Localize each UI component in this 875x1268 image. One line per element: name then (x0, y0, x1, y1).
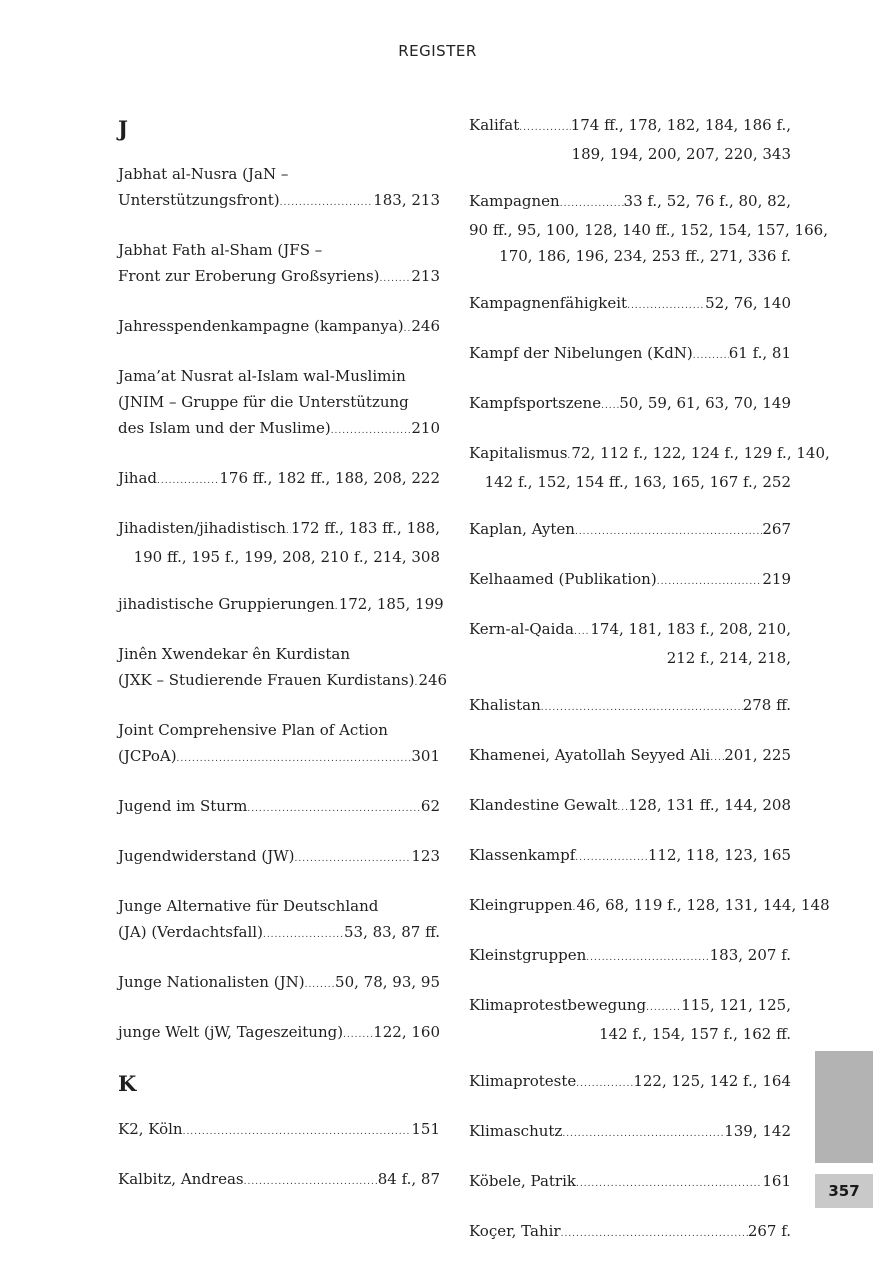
entry-term: Kleinstgruppen (469, 946, 587, 964)
index-entry (118, 515, 440, 570)
entry-term-line: Jinên Xwendekar ên Kurdistan (118, 645, 351, 663)
entry-pages: 174, 181, 183 f., 208, 210, (590, 620, 791, 638)
entry-pages: 301 (411, 747, 440, 765)
index-entry (118, 465, 440, 494)
index-entry (118, 1166, 440, 1195)
entry-pages: 50, 59, 61, 63, 70, 149 (619, 394, 791, 412)
entry-term-line: Jabhat Fath al-Sham (JFS – (118, 241, 323, 259)
index-entry (469, 942, 791, 971)
entry-pages: 213 (411, 267, 440, 285)
entry-pages: 183, 213 (373, 191, 440, 209)
entry-term: Kampagnen (469, 192, 560, 210)
entry-pages: 161 (762, 1172, 791, 1190)
index-entry (118, 793, 440, 822)
entry-term: Jugendwiderstand (JW) (118, 847, 295, 865)
dot-leader (541, 695, 743, 721)
dot-leader (177, 746, 412, 772)
index-entry (469, 1118, 791, 1147)
dot-leader (183, 1119, 412, 1145)
entry-main-line (469, 616, 791, 645)
entry-main-line (469, 112, 791, 141)
index-entry (469, 892, 830, 921)
entry-term: Kalbitz, Andreas (118, 1170, 244, 1188)
index-entry (118, 161, 440, 216)
entry-term: Klandestine Gewalt (469, 796, 618, 814)
entry-main-line (469, 1068, 791, 1097)
entry-term: Klimaproteste (469, 1072, 577, 1090)
entry-main-line (118, 843, 440, 872)
entry-main-line (118, 919, 440, 948)
entry-pages: 176 ff., 182 ff., 188, 208, 222 (219, 469, 440, 487)
entry-term: jihadistische Gruppierungen (118, 595, 335, 613)
entry-pages: 84 f., 87 (377, 1170, 440, 1188)
entry-term: Jihad (118, 469, 158, 487)
entry-main-line (118, 313, 440, 342)
entry-pages: 267 (762, 520, 791, 538)
entry-pages-continued: 190 ff., 195 f., 199, 208, 210 f., 214, 308 (133, 548, 440, 566)
dot-leader (617, 795, 628, 821)
index-entry (118, 893, 440, 948)
entry-term: (JXK – Studierende Frauen Kurdistans) (118, 671, 415, 689)
entry-term: Jahresspendenkampagne (kampanya) (118, 317, 404, 335)
entry-term: Koçer, Tahir (469, 1222, 561, 1240)
entry-term-line: Joint Comprehensive Plan of Action (118, 721, 388, 739)
index-entry (469, 742, 791, 771)
entry-pages: 115, 121, 125, (681, 996, 791, 1014)
entry-term-line: Jama’at Nusrat al-Islam wal-Muslimin (118, 367, 406, 385)
entry-pages: 72, 112 f., 122, 124 f., 129 f., 140, (571, 444, 830, 462)
index-entry (118, 1116, 440, 1145)
entry-term: Kaplan, Ayten (469, 520, 575, 538)
dot-leader (157, 468, 219, 494)
index-entry (469, 566, 791, 595)
index-entry (469, 340, 791, 369)
entry-pages: 267 f. (747, 1222, 791, 1240)
entry-main-line (118, 969, 440, 998)
entry-term: Unterstützungsfront) (118, 191, 280, 209)
entry-pages: 139, 142 (724, 1122, 791, 1140)
entry-term: Khalistan (469, 696, 541, 714)
entry-term: Khamenei, Ayatollah Seyyed Ali (469, 746, 711, 764)
entry-main-line (118, 743, 440, 772)
entry-term: (JCPoA) (118, 747, 177, 765)
dot-leader (560, 191, 624, 217)
index-entry (469, 440, 830, 495)
index-entry (118, 237, 440, 292)
index-entry (469, 842, 791, 871)
entry-term: Kapitalismus (469, 444, 568, 462)
dot-leader (576, 1071, 633, 1097)
entry-main-line (469, 340, 791, 369)
entry-pages: 52, 76, 140 (705, 294, 791, 312)
entry-pages-continued: 212 f., 214, 218, (666, 649, 791, 667)
entry-main-line (469, 440, 830, 469)
entries-j (118, 161, 448, 1048)
entry-main-line (469, 792, 791, 821)
index-entry (118, 843, 440, 872)
entry-term: Front zur Eroberung Großsyriens) (118, 267, 380, 285)
entry-main-line (118, 187, 440, 216)
entry-main-line (469, 390, 791, 419)
section-letter-j: J (118, 116, 128, 141)
dot-leader (247, 796, 421, 822)
index-entry (469, 1068, 791, 1097)
index-entry (469, 1168, 791, 1197)
index-entry (118, 591, 444, 620)
entry-main-line (469, 566, 791, 595)
entry-term: Klimaschutz (469, 1122, 563, 1140)
entry-term: Kampagnenfähigkeit (469, 294, 628, 312)
entry-main-line (118, 591, 444, 620)
dot-leader (586, 945, 709, 971)
entry-pages-continued: 170, 186, 196, 234, 253 ff., 271, 336 f. (499, 247, 791, 265)
entry-term: Kampf der Nibelungen (KdN) (469, 344, 693, 362)
entry-pages: 122, 160 (373, 1023, 440, 1041)
entry-pages: 46, 68, 119 f., 128, 131, 144, 148 (576, 896, 830, 914)
index-entry (118, 313, 440, 342)
dot-leader (331, 418, 412, 444)
dot-leader (646, 995, 681, 1021)
dot-leader (295, 846, 412, 872)
dot-leader (562, 1121, 724, 1147)
entry-term: Klimaprotestbewegung (469, 996, 647, 1014)
entry-pages: 61 f., 81 (728, 344, 791, 362)
dot-leader (380, 266, 412, 292)
entry-term: Jihadisten/jihadistisch (118, 519, 286, 537)
index-entry (469, 516, 791, 545)
entry-term: K2, Köln (118, 1120, 183, 1138)
entry-main-line (469, 516, 791, 545)
entry-pages: 172, 185, 199 (338, 595, 444, 613)
entry-pages: 174 ff., 178, 182, 184, 186 f., (570, 116, 791, 134)
dot-leader (710, 745, 724, 771)
entry-pages: 183, 207 f. (709, 946, 791, 964)
entry-main-line (118, 515, 440, 544)
entry-pages-continued: 142 f., 152, 154 ff., 163, 165, 167 f., 252 (484, 473, 791, 491)
entry-main-line (469, 188, 791, 217)
index-entry (118, 363, 440, 444)
entries-k (118, 1116, 440, 1195)
dot-leader (657, 569, 763, 595)
entry-term: des Islam und der Muslime) (118, 419, 331, 437)
index-entry (469, 1218, 791, 1247)
entry-term: Klassenkampf (469, 846, 576, 864)
running-head: REGISTER (398, 42, 477, 60)
entry-term: Kleingruppen (469, 896, 573, 914)
index-entry (469, 616, 791, 671)
index-entry (469, 692, 791, 721)
index-entry (469, 992, 791, 1047)
index-entry (469, 290, 791, 319)
entry-main-line (469, 290, 791, 319)
entry-main-line (469, 1218, 791, 1247)
entry-main-line (118, 1116, 440, 1145)
page-number: 357 (815, 1174, 873, 1208)
entry-main-line (469, 992, 791, 1021)
entry-term: Kalifat (469, 116, 520, 134)
entry-pages: 53, 83, 87 ff. (344, 923, 440, 941)
entry-main-line (118, 793, 440, 822)
entry-pages: 172 ff., 183 ff., 188, (290, 519, 440, 537)
dot-leader (627, 293, 705, 319)
entry-pages-continued: 189, 194, 200, 207, 220, 343 (571, 145, 791, 163)
entry-pages: 112, 118, 123, 165 (647, 846, 791, 864)
entry-term-line: Jabhat al-Nusra (JaN – (118, 165, 289, 183)
entry-term: (JA) (Verdachtsfall) (118, 923, 263, 941)
index-column-left (118, 112, 448, 1216)
index-entry (469, 188, 828, 269)
dot-leader (305, 972, 335, 998)
thumb-index-tab (815, 1051, 873, 1163)
entry-pages: 122, 125, 142 f., 164 (633, 1072, 791, 1090)
dot-leader (601, 393, 619, 419)
entry-pages: 151 (411, 1120, 440, 1138)
entry-pages: 219 (762, 570, 791, 588)
entry-pages: 50, 78, 93, 95 (335, 973, 440, 991)
entry-term: Kelhaamed (Publikation) (469, 570, 657, 588)
entry-main-line (118, 1019, 440, 1048)
entry-term: Kampfsportszene (469, 394, 602, 412)
entry-term-line: (JNIM – Gruppe für die Unterstützung (118, 393, 409, 411)
entry-main-line (469, 842, 791, 871)
dot-leader (404, 316, 412, 342)
entry-term-line: Junge Alternative für Deutschland (118, 897, 379, 915)
dot-leader (575, 519, 762, 545)
entry-main-line (118, 667, 448, 696)
entry-pages: 246 (418, 671, 448, 689)
entry-pages: 201, 225 (724, 746, 791, 764)
entry-term: Junge Nationalisten (JN) (118, 973, 305, 991)
dot-leader (693, 343, 729, 369)
entry-main-line (469, 1168, 791, 1197)
entry-pages: 33 f., 52, 76 f., 80, 82, (623, 192, 791, 210)
entry-pages: 62 (420, 797, 440, 815)
entry-term: Jugend im Sturm (118, 797, 248, 815)
index-entry (118, 1019, 440, 1048)
dot-leader (576, 1171, 762, 1197)
entry-main-line (118, 415, 440, 444)
index-entry (469, 390, 791, 419)
dot-leader (575, 845, 648, 871)
dot-leader (343, 1022, 373, 1048)
entry-pages: 210 (411, 419, 440, 437)
entry-pages: 278 ff. (742, 696, 791, 714)
dot-leader (574, 619, 590, 645)
index-column-right (469, 112, 830, 1268)
entry-main-line (469, 742, 791, 771)
entry-pages: 123 (411, 847, 440, 865)
entry-pages-continued: 90 ff., 95, 100, 128, 140 ff., 152, 154, 157, 166, (469, 221, 828, 239)
entry-term: Köbele, Patrik (469, 1172, 576, 1190)
dot-leader (280, 190, 374, 216)
entry-main-line (469, 942, 791, 971)
entry-main-line (118, 1166, 440, 1195)
index-entry (118, 717, 440, 772)
entry-term: junge Welt (jW, Tageszeitung) (118, 1023, 344, 1041)
entry-term: Kern-al-Qaida (469, 620, 574, 638)
entry-main-line (118, 263, 440, 292)
entry-main-line (469, 892, 830, 921)
index-entry (118, 641, 448, 696)
dot-leader (519, 115, 570, 141)
entry-pages: 246 (411, 317, 440, 335)
dot-leader (561, 1221, 748, 1247)
index-entry (118, 969, 440, 998)
entry-main-line (469, 1118, 791, 1147)
index-entry (469, 792, 791, 821)
index-entry (469, 112, 791, 167)
dot-leader (244, 1169, 378, 1195)
entry-main-line (469, 692, 791, 721)
entry-pages: 128, 131 ff., 144, 208 (628, 796, 791, 814)
section-letter-k: K (118, 1071, 137, 1096)
entries-k-continued (469, 112, 830, 1247)
entry-main-line (118, 465, 440, 494)
entry-pages-continued: 142 f., 154, 157 f., 162 ff. (599, 1025, 791, 1043)
dot-leader (263, 922, 344, 948)
